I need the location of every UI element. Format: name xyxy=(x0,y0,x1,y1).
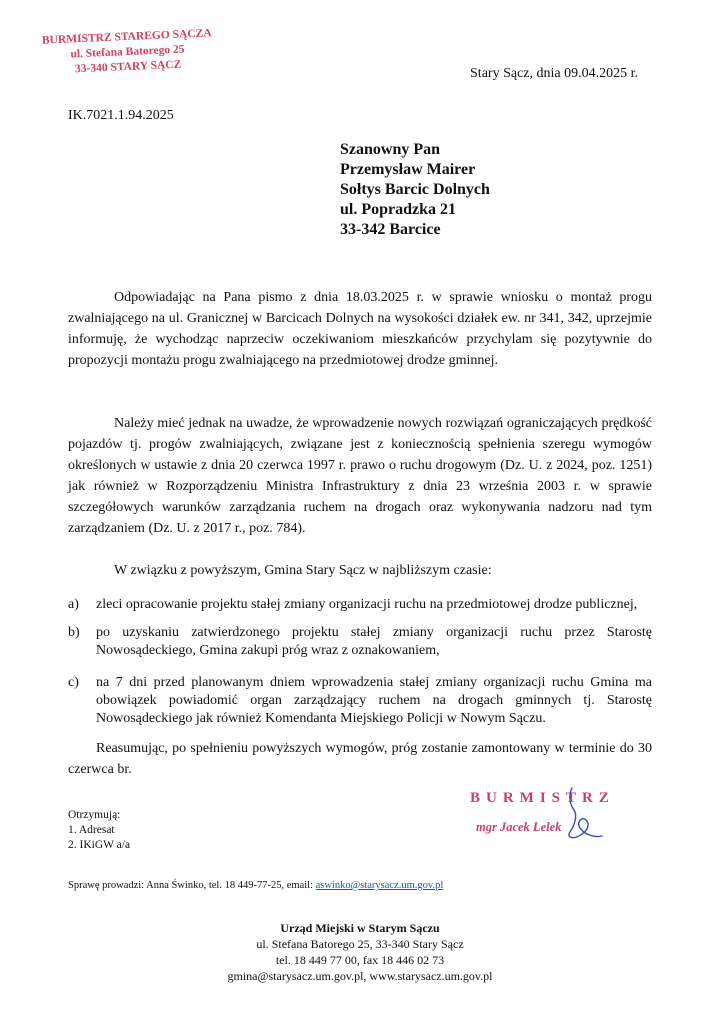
office-address: ul. Stefana Batorego 25, 33-340 Stary Sącz xyxy=(256,937,464,951)
addressee-postcode: 33-342 Barcice xyxy=(340,221,441,238)
handler-note xyxy=(68,880,443,891)
handwritten-signature-icon xyxy=(490,786,665,846)
paragraph-1: Odpowiadając na Pana pismo z dnia 18.03.2025 r. w sprawie wniosku o montaż progu zwalniającego na ul. Granicznej w Barcicach Dolnych na wysokości działek ew. nr 341, 342, uprzejmie informuję, że wychodząc naprzeciw oczekiwaniom mieszkańców przychylam się pozytywnie do propozycji montażu progu zwalniającego na przedmiotowej drodze gminnej. xyxy=(68,290,652,368)
office-name: Urząd Miejski w Starym Sączu xyxy=(280,921,440,935)
list-item xyxy=(68,674,652,728)
office-web: gmina@starysacz.um.gov.pl, www.starysacz.um.gov.pl xyxy=(227,969,493,983)
list-marker: a) xyxy=(68,597,79,612)
handler-email-link[interactable]: aswinko@starysacz.um.gov.pl xyxy=(315,880,444,891)
reference-number: IK.7021.1.94.2025 xyxy=(68,108,174,123)
list-text: na 7 dni przed planowanym dniem wprowadzenia stałej zmiany organizacji ruchu Gmina ma obowiązek powiadomić organ zarządzający ruchem na drogach gminnych tj. Starostę Nowosądeckiego jak również Komendanta Miejskiego Policji w Nowym Sączu. xyxy=(96,675,652,726)
signature-title: BURMISTRZ xyxy=(470,790,615,806)
stamp-line-2: ul. Stefana Batorego 25 xyxy=(70,43,185,61)
stamp-line-1: BURMISTRZ STAREGO SĄCZA xyxy=(41,27,212,47)
action-list xyxy=(68,596,652,738)
closing-paragraph: Reasumując, po spełnieniu powyższych wymogów, próg zostanie zamontowany w terminie do 30 czerwca br. xyxy=(68,741,652,777)
addressee-block xyxy=(340,140,490,240)
recipients-block xyxy=(68,808,130,853)
addressee-salutation: Szanowny Pan xyxy=(340,141,441,158)
recipients-label: Otrzymują: xyxy=(68,809,121,821)
office-phone: tel. 18 449 77 00, fax 18 446 02 73 xyxy=(275,953,445,967)
list-marker: c) xyxy=(68,675,79,690)
office-footer xyxy=(0,920,720,984)
mayor-stamp xyxy=(39,26,216,79)
recipient-1: 1. Adresat xyxy=(68,824,115,836)
list-item xyxy=(68,624,652,660)
paragraph-2: Należy mieć jednak na uwadze, że wprowadzenie nowych rozwiązań ograniczających prędkość pojazdów tj. progów zwalniających, związane jest z koniecznością spełnienia szeregu wymogów określonych w ustawie z dnia 20 czerwca 1997 r. prawo o ruchu drogowym (Dz. U. z 2024, poz. 1251) jak również w Rozporządzeniu Ministra Infrastruktury z dnia 23 września 2003 r. w sprawie szczegółowych warunków zarządzania ruchem na drogach oraz wykonywania nadzoru nad tym zarządzaniem (Dz. U. z 2017 r., poz. 784). xyxy=(68,416,652,536)
paragraph-3: W związku z powyższym, Gmina Stary Sącz w najbliższym czasie: xyxy=(114,563,492,578)
list-marker: b) xyxy=(68,625,80,640)
signature-stamp xyxy=(450,786,625,846)
addressee-title: Sołtys Barcic Dolnych xyxy=(340,181,490,198)
stamp-line-3: 33-340 STARY SĄCZ xyxy=(74,58,182,76)
addressee-street: ul. Popradzka 21 xyxy=(340,201,457,218)
signature-name: mgr Jacek Lelek xyxy=(476,820,562,834)
list-text: po uzyskaniu zatwierdzonego projektu stałej zmiany organizacji ruchu przez Starostę Nowosądeckiego, Gmina zakupi próg wraz z oznakowaniem, xyxy=(96,625,652,658)
recipient-2: 2. IKiGW a/a xyxy=(68,839,131,851)
addressee-name: Przemysław Mairer xyxy=(340,161,476,178)
list-item xyxy=(68,596,652,614)
place-date: Stary Sącz, dnia 09.04.2025 r. xyxy=(470,66,638,81)
handler-text: Sprawę prowadzi: Anna Świnko, tel. 18 449-77-25, email: xyxy=(68,880,316,891)
list-text: zleci opracowanie projektu stałej zmiany organizacji ruchu na przedmiotowej drodze publicznej, xyxy=(96,597,638,612)
